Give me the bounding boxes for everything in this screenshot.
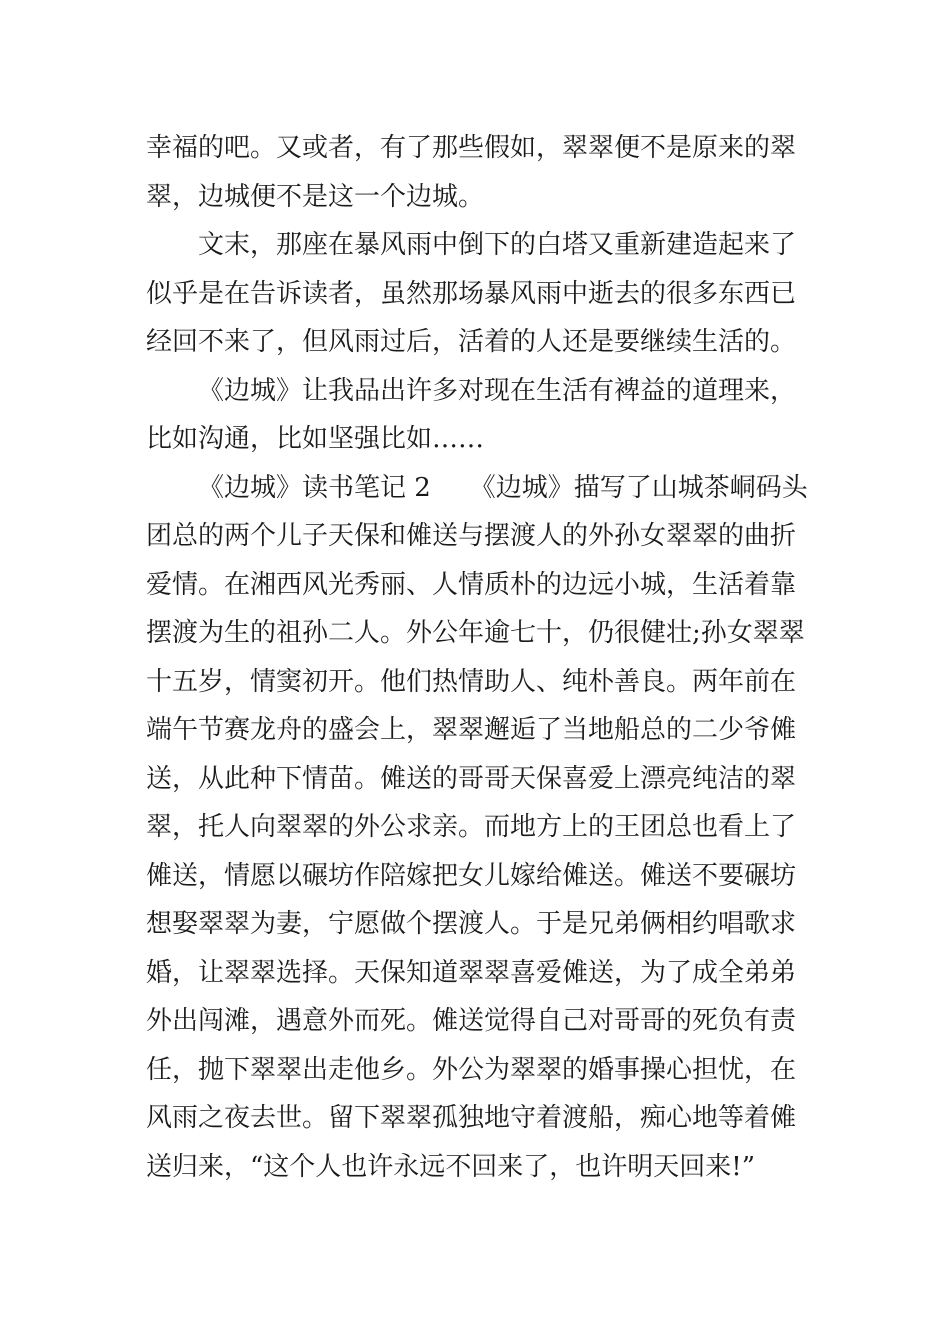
text-line: 文末，那座在暴风雨中倒下的白塔又重新建造起来了: [198, 230, 797, 260]
text-line: 任，抛下翠翠出走他乡。外公为翠翠的婚事操心担忧，在: [146, 1054, 797, 1085]
text-line: 十五岁，情窦初开。他们热情助人、纯朴善良。两年前在: [146, 666, 797, 697]
text-line: 《边城》让我品出许多对现在生活有裨益的道理来，: [198, 375, 797, 406]
text-line: 想娶翠翠为妻，宁愿做个摆渡人。于是兄弟俩相约唱歌求: [146, 909, 797, 939]
text-line: 翠，托人向翠翠的外公求亲。而地方上的王团总也看上了: [146, 812, 797, 842]
text-line: 摆渡为生的祖孙二人。外公年逾七十，仍很健壮;孙女翠翠: [146, 618, 805, 648]
text-line: 《边城》读书笔记 2 《边城》描写了山城茶峒码头: [198, 472, 808, 503]
text-line: 送归来，“这个人也许永远不回来了，也许明天回来!”: [146, 1151, 756, 1182]
text-line: 似乎是在告诉读者，虽然那场暴风雨中逝去的很多东西已: [146, 278, 797, 309]
text-line: 比如沟通，比如坚强比如……: [146, 424, 485, 454]
text-line: 傩送，情愿以碾坊作陪嫁把女儿嫁给傩送。傩送不要碾坊: [146, 860, 797, 891]
text-line: 外出闯滩，遇意外而死。傩送觉得自己对哥哥的死负有责: [146, 1006, 797, 1036]
text-line: 翠，边城便不是这一个边城。: [146, 181, 485, 212]
text-line: 爱情。在湘西风光秀丽、人情质朴的边远小城，生活着靠: [146, 569, 797, 600]
text-line: 婚，让翠翠选择。天保知道翠翠喜爱傩送，为了成全弟弟: [146, 957, 797, 988]
text-line: 风雨之夜去世。留下翠翠孤独地守着渡船，痴心地等着傩: [146, 1103, 797, 1133]
text-line: 经回不来了，但风雨过后，活着的人还是要继续生活的。: [146, 327, 797, 357]
body-text: [146, 124, 811, 1191]
text-line: 幸福的吧。又或者，有了那些假如，翠翠便不是原来的翠: [146, 133, 797, 163]
text-line: 送，从此种下情苗。傩送的哥哥天保喜爱上漂亮纯洁的翠: [146, 763, 797, 794]
text-line: 团总的两个儿子天保和傩送与摆渡人的外孙女翠翠的曲折: [146, 521, 797, 551]
text-line: 端午节赛龙舟的盛会上，翠翠邂逅了当地船总的二少爷傩: [146, 715, 797, 745]
